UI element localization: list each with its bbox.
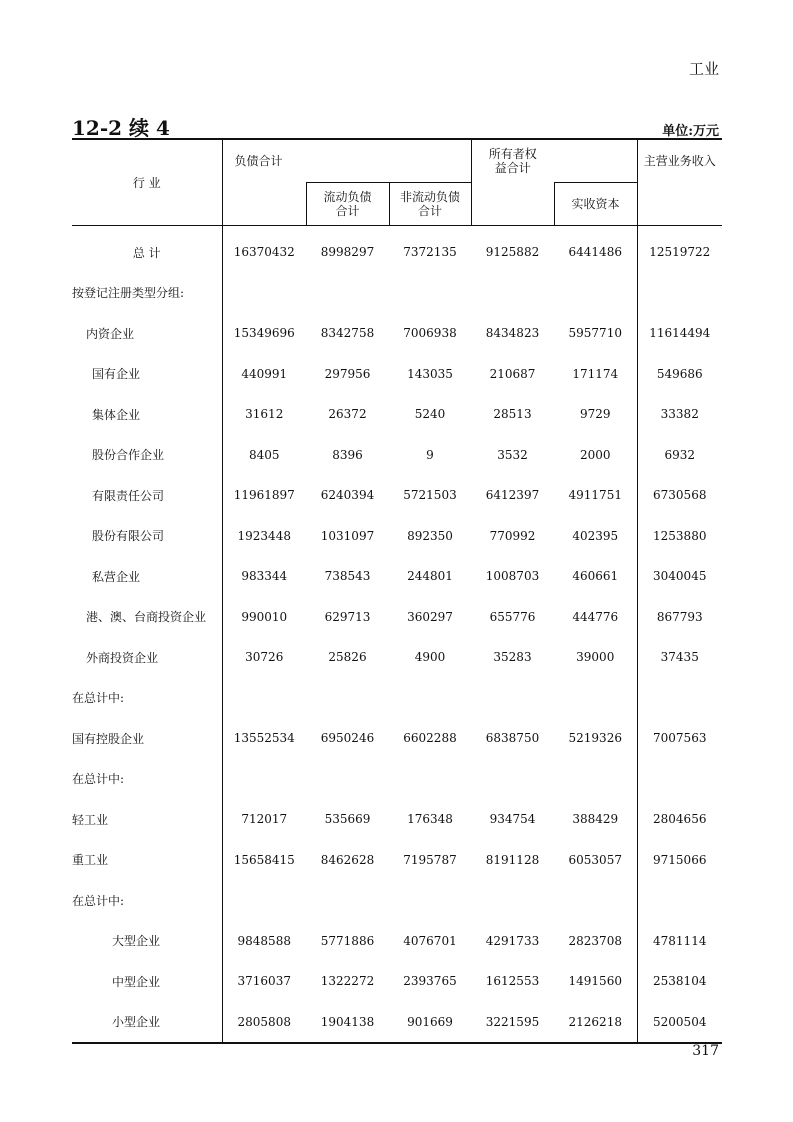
cell-value: 1322272 [320,974,375,989]
table-row [72,516,722,557]
cell-value: 5219326 [568,731,622,746]
cell-value: 11961897 [233,488,295,503]
cell-value: 8191128 [485,852,540,867]
cell-value: 2000 [579,447,611,462]
header-industry: 行 业 [72,139,222,226]
cell-value: 13552534 [233,731,295,746]
cell-value: 629713 [324,609,371,624]
cell-value: 1253880 [637,516,722,557]
cell-value: 7007563 [637,718,722,759]
table-row [72,475,722,516]
cell-value: 549686 [637,354,722,395]
cell-value: 444776 [572,609,619,624]
cell-value [222,678,306,719]
cell-value: 210687 [489,366,536,381]
table-title: 12-2 续 4 [72,116,170,140]
row-label: 轻工业 [72,799,222,840]
header-paid-in-capital: 实收资本 [554,183,637,226]
row-label: 重工业 [72,840,222,881]
table-row [72,435,722,476]
table-row [72,273,722,314]
header-main-revenue-bottom [637,183,722,226]
cell-value: 8342758 [320,326,375,341]
cell-value: 3221595 [485,1014,540,1029]
row-label: 股份有限公司 [72,516,222,557]
table-row [72,637,722,678]
cell-value: 12519722 [637,226,722,273]
cell-value: 6838750 [485,731,540,746]
cell-value: 5771886 [320,933,375,948]
table-row [72,597,722,638]
row-label: 集体企业 [72,394,222,435]
cell-value [637,880,722,921]
cell-value: 3716037 [237,974,291,989]
cell-value [306,759,389,800]
table-row [72,718,722,759]
cell-value: 37435 [637,637,722,678]
cell-value: 712017 [241,812,288,827]
cell-value: 16370432 [233,245,295,260]
cell-value [222,759,306,800]
table-row [72,394,722,435]
table-row [72,880,722,921]
cell-value: 33382 [637,394,722,435]
cell-value: 1008703 [485,569,540,584]
cell-value: 1031097 [320,528,375,543]
unit-label: 单位:万元 [662,124,719,139]
cell-value: 4911751 [568,488,622,503]
cell-value: 6412397 [485,488,540,503]
cell-value: 8434823 [485,326,540,341]
header-current-liabilities: 流动负债合计 [306,183,389,226]
cell-value: 28513 [493,407,532,422]
cell-value: 31612 [245,407,284,422]
cell-value: 460661 [572,569,619,584]
cell-value: 39000 [576,650,615,665]
cell-value [471,273,554,314]
table-row [72,921,722,962]
row-label: 大型企业 [72,921,222,962]
cell-value [471,759,554,800]
data-table [72,138,722,1044]
cell-value: 6053057 [568,852,622,867]
cell-value: 9848588 [237,933,291,948]
cell-value: 9 [426,447,434,462]
table-row [72,840,722,881]
cell-value: 2393765 [403,974,457,989]
cell-value [554,759,637,800]
cell-value: 1923448 [237,528,291,543]
cell-value [554,880,637,921]
cell-value: 983344 [241,569,288,584]
cell-value: 7006938 [403,326,457,341]
cell-value: 6240394 [320,488,375,503]
cell-value: 2805808 [237,1014,291,1029]
cell-value: 8396 [332,447,363,462]
row-label: 港、澳、台商投资企业 [72,597,222,638]
table-row [72,678,722,719]
cell-value: 6441486 [568,245,622,260]
table-row [72,313,722,354]
cell-value: 5721503 [403,488,457,503]
cell-value: 3040045 [637,556,722,597]
cell-value [222,273,306,314]
cell-value [389,880,471,921]
cell-value: 5200504 [637,1002,722,1044]
header-noncurrent-liabilities: 非流动负债合计 [389,183,471,226]
header-total-liabilities-bottom [222,183,306,226]
cell-value: 2126218 [568,1014,622,1029]
cell-value: 7195787 [403,852,457,867]
table-row [72,226,722,273]
row-label: 在总计中: [72,678,222,719]
cell-value: 2538104 [637,961,722,1002]
row-label: 总 计 [72,226,222,273]
row-label: 按登记注册类型分组: [72,273,222,314]
cell-value: 901669 [407,1014,453,1029]
cell-value [471,880,554,921]
row-label: 中型企业 [72,961,222,1002]
cell-value: 4781114 [637,921,722,962]
cell-value: 6602288 [403,731,457,746]
cell-value: 440991 [241,366,288,381]
cell-value [306,273,389,314]
table-row [72,759,722,800]
page-number: 317 [692,1043,719,1059]
row-label: 内资企业 [72,313,222,354]
row-label: 股份合作企业 [72,435,222,476]
table-row [72,354,722,395]
cell-value: 15658415 [233,852,295,867]
cell-value [222,880,306,921]
cell-value [637,759,722,800]
cell-value: 15349696 [233,326,295,341]
table-body [72,226,722,1044]
cell-value: 4291733 [485,933,540,948]
cell-value: 6730568 [637,475,722,516]
cell-value: 35283 [493,650,532,665]
cell-value: 388429 [572,812,619,827]
cell-value: 26372 [328,407,367,422]
row-label: 有限责任公司 [72,475,222,516]
table-row [72,1002,722,1044]
cell-value [389,678,471,719]
cell-value: 4900 [414,650,446,665]
cell-value: 6950246 [320,731,375,746]
cell-value: 9729 [579,407,611,422]
cell-value: 297956 [324,366,371,381]
cell-value: 8998297 [320,245,375,260]
cell-value: 9715066 [637,840,722,881]
cell-value: 176348 [407,812,453,827]
cell-value [306,678,389,719]
cell-value [389,273,471,314]
row-label: 在总计中: [72,759,222,800]
cell-value: 655776 [489,609,536,624]
cell-value: 8405 [248,447,280,462]
header-main-revenue: 主营业务收入 [637,139,722,183]
cell-value: 25826 [328,650,367,665]
cell-value [389,759,471,800]
cell-value: 402395 [572,528,619,543]
cell-value: 171174 [572,366,619,381]
cell-value: 1612553 [485,974,540,989]
table-row [72,556,722,597]
cell-value: 8462628 [320,852,375,867]
cell-value: 6932 [637,435,722,476]
cell-value: 244801 [407,569,453,584]
cell-value: 867793 [637,597,722,638]
header-liabilities-group-top-2 [389,139,471,183]
cell-value: 360297 [407,609,453,624]
header-owners-equity-bottom [471,183,554,226]
cell-value [554,273,637,314]
cell-value: 7372135 [403,245,457,260]
cell-value [637,273,722,314]
cell-value [637,678,722,719]
cell-value [306,880,389,921]
cell-value: 934754 [489,812,536,827]
row-label: 外商投资企业 [72,637,222,678]
row-label: 国有企业 [72,354,222,395]
header-equity-group-top [554,139,637,183]
cell-value: 1904138 [320,1014,375,1029]
cell-value: 2804656 [637,799,722,840]
cell-value: 770992 [489,528,536,543]
table-row [72,799,722,840]
row-label: 在总计中: [72,880,222,921]
cell-value: 9125882 [485,245,540,260]
cell-value: 738543 [324,569,371,584]
header-liabilities-group-top [306,139,389,183]
cell-value [554,678,637,719]
row-label: 国有控股企业 [72,718,222,759]
section-label: 工业 [688,60,719,78]
cell-value: 3532 [497,447,528,462]
cell-value: 5240 [414,407,446,422]
row-label: 小型企业 [72,1002,222,1044]
header-owners-equity: 所有者权益合计 [471,139,554,183]
cell-value: 30726 [245,650,284,665]
cell-value: 4076701 [403,933,457,948]
cell-value: 11614494 [637,313,722,354]
cell-value: 990010 [241,609,288,624]
cell-value [471,678,554,719]
table-row [72,961,722,1002]
cell-value: 5957710 [568,326,622,341]
cell-value: 2823708 [568,933,622,948]
row-label: 私营企业 [72,556,222,597]
cell-value: 143035 [407,366,453,381]
header-total-liabilities: 负债合计 [234,154,283,169]
cell-value: 892350 [407,528,453,543]
cell-value: 535669 [324,812,371,827]
cell-value: 1491560 [568,974,622,989]
